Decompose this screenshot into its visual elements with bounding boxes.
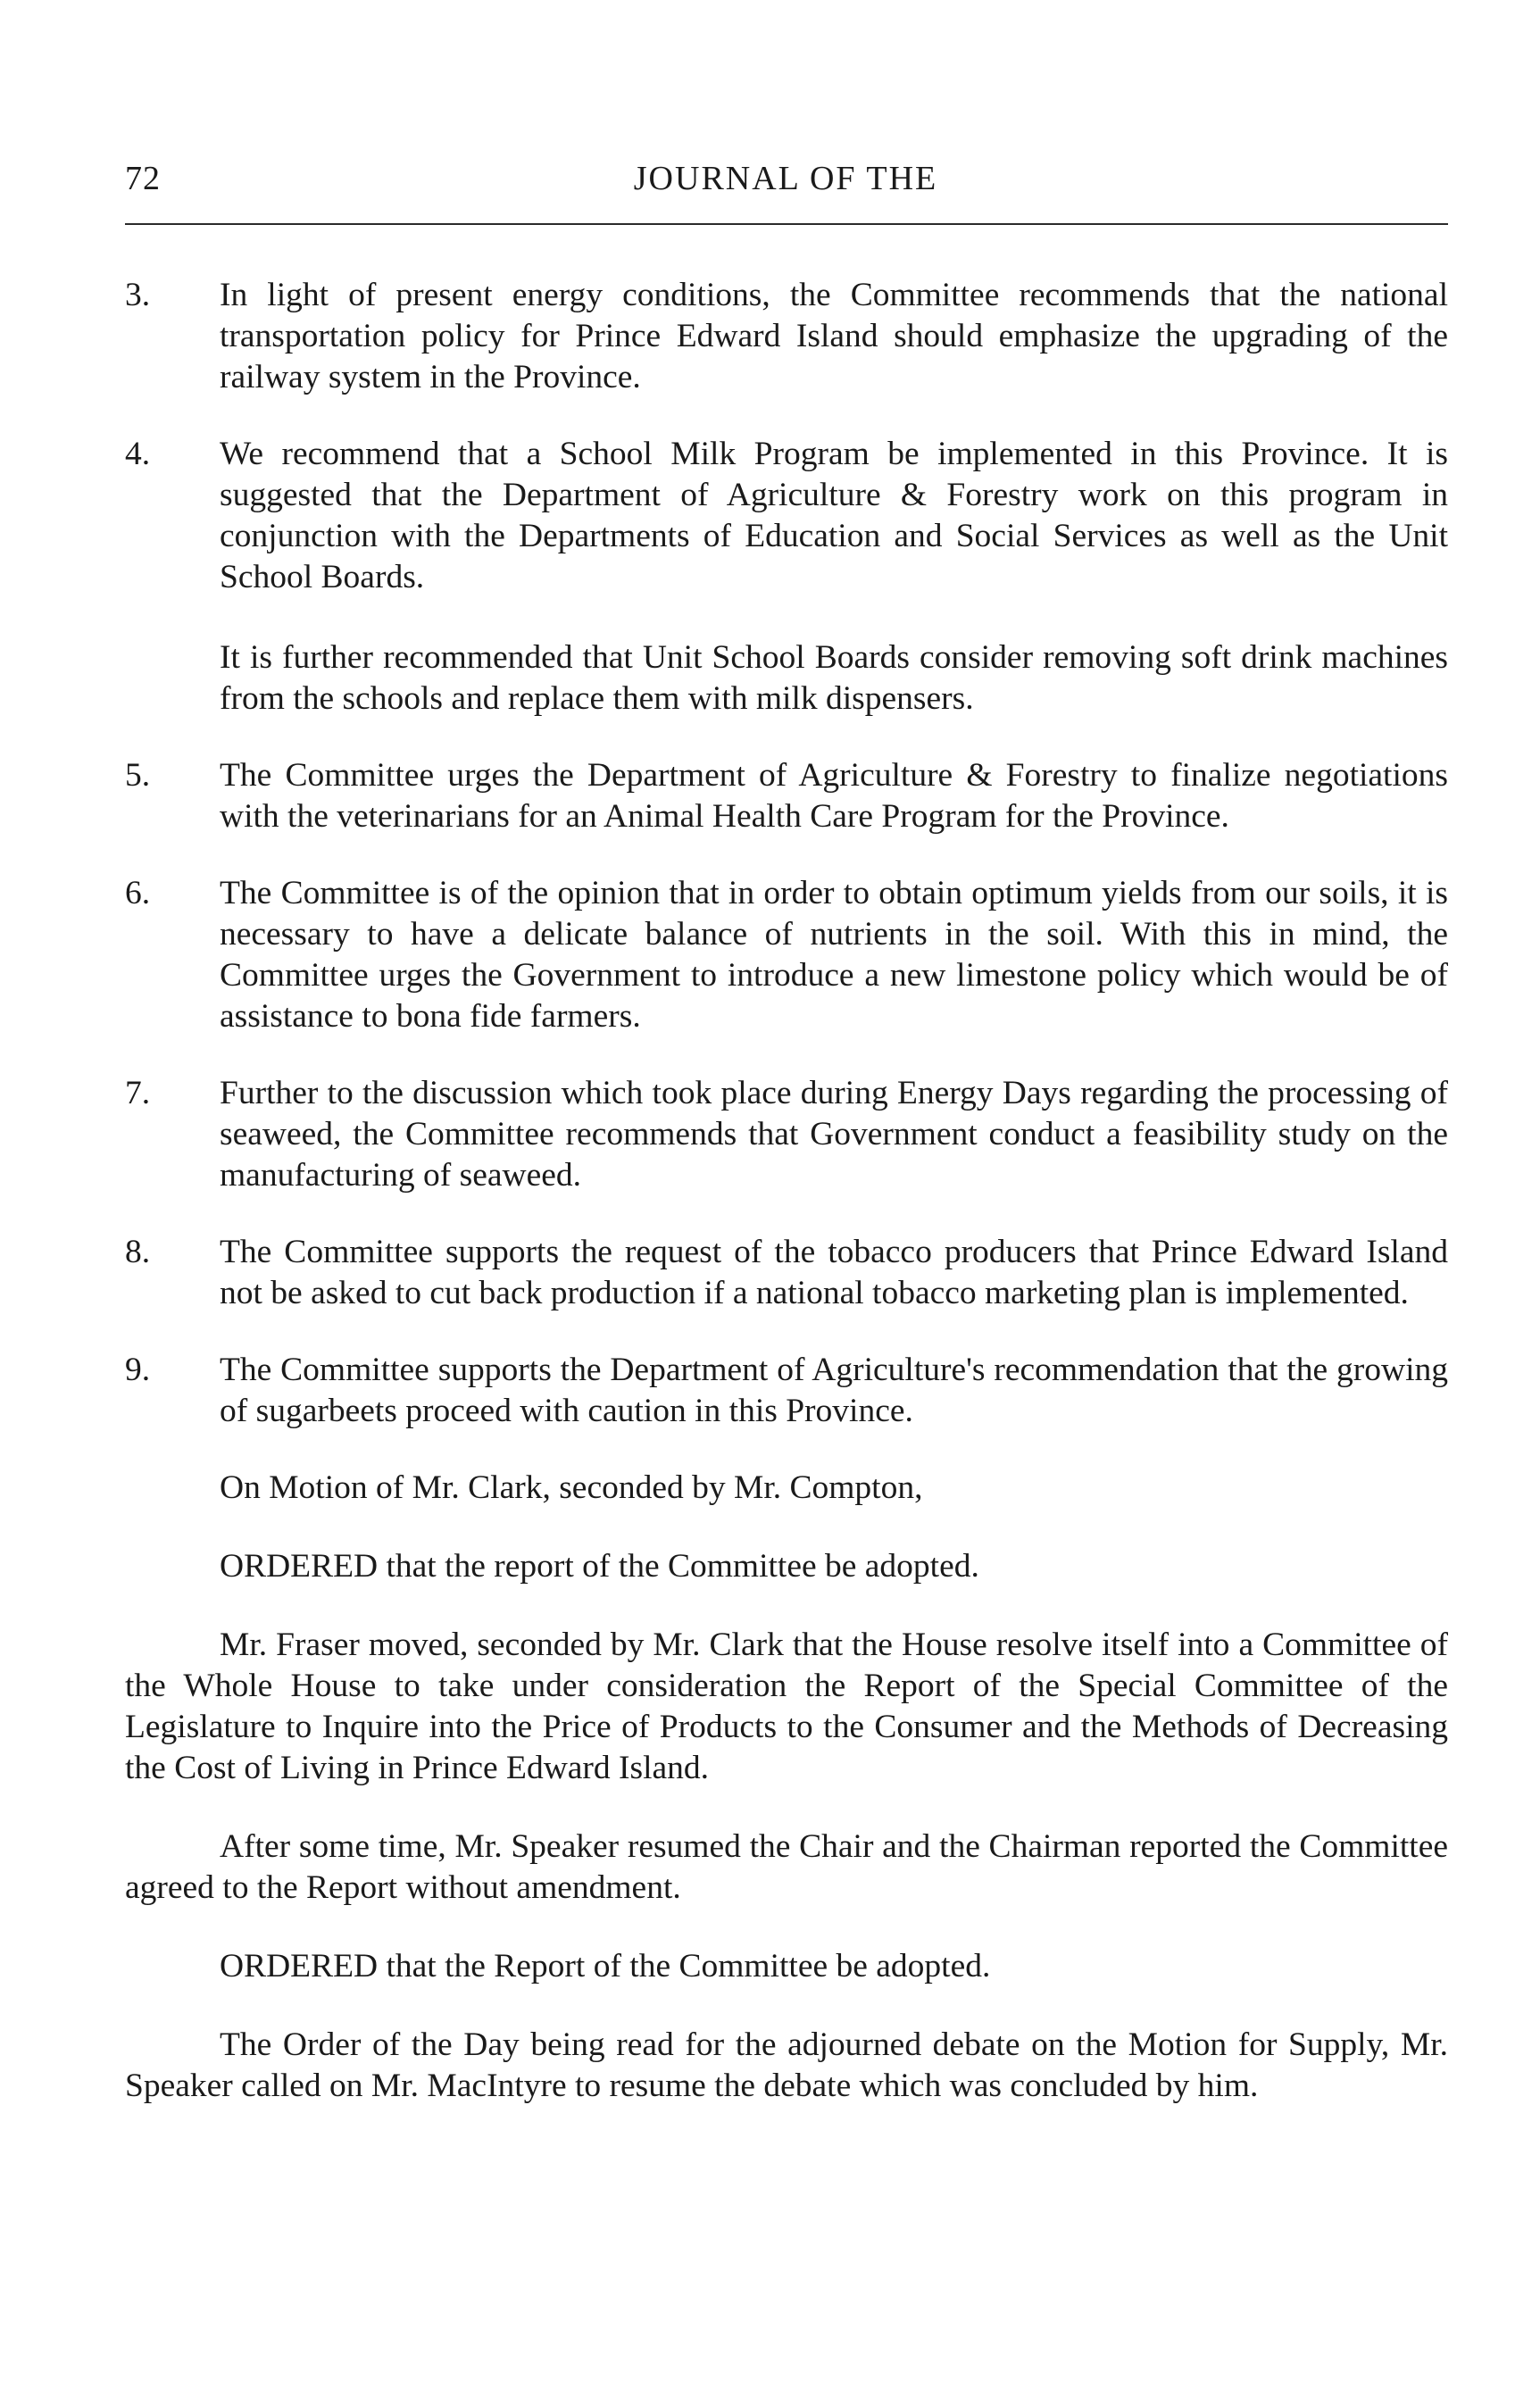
ordered-committee-report: ORDERED that the report of the Committee be adopted. <box>220 1548 979 1585</box>
item-text: The Committee supports the request of the tobacco producers that Prince Edward Island not be asked to cut back production if a national tobacco marketing plan is implemented. <box>220 1234 1448 1311</box>
journal-title: JOURNAL OF THE <box>633 160 938 197</box>
recommendation-item-4 <box>125 434 1448 720</box>
header-rule <box>125 223 1448 225</box>
item-number: 5. <box>125 757 151 794</box>
recommendation-item-5 <box>125 755 1448 837</box>
running-head <box>125 159 1446 204</box>
ordered-report-adopted: ORDERED that the Report of the Committee be adopted. <box>220 1948 991 1984</box>
recommendation-item-7 <box>125 1073 1448 1196</box>
item-number: 6. <box>125 875 151 911</box>
item-number: 9. <box>125 1352 151 1388</box>
item-text: The Committee urges the Department of Agriculture & Forestry to finalize negotiations with the veterinarians for an Animal Health Care Program for the Province. <box>220 757 1448 835</box>
page-number: 72 <box>125 160 161 197</box>
item-text: Further to the discussion which took place during Energy Days regarding the processing of seaweed, the Committee recommends that Government conduct a feasibility study on the manufacturing of seaweed. <box>220 1075 1448 1194</box>
item-number: 8. <box>125 1234 151 1270</box>
item-text: The Committee is of the opinion that in order to obtain optimum yields from our soils, it is necessary to have a delicate balance of nutrients in the soil. With this in mind, the Committee urges the Government to introduce a new limestone policy which would be of assistance to bona fide farmers. <box>220 875 1448 1035</box>
recommendation-item-6 <box>125 873 1448 1037</box>
fraser-motion-paragraph: Mr. Fraser moved, seconded by Mr. Clark that the House resolve itself into a Committee of the Whole House to take under consideration the Report of the Special Committee of the Legislature to Inquire into the Price of Products to the Consumer and the Methods of Decreasing the Cost of Living in Prince Edward Island. <box>125 1627 1448 1786</box>
item-text: In light of present energy conditions, the Committee recommends that the national transportation policy for Prince Edward Island should emphasize the upgrading of the railway system in the Province. <box>220 277 1448 395</box>
item-text: We recommend that a School Milk Program be implemented in this Province. It is suggested that the Department of Agriculture & Forestry work on this program in conjunction with the Departments of Education and Social Services as well as the Unit School Boards. <box>220 436 1448 595</box>
recommendation-item-9 <box>125 1350 1448 1432</box>
order-of-day-paragraph: The Order of the Day being read for the adjourned debate on the Motion for Supply, Mr. Speaker called on Mr. MacIntyre to resume the debate which was concluded by him. <box>125 2026 1448 2104</box>
speaker-resumed-paragraph: After some time, Mr. Speaker resumed the Chair and the Chairman reported the Committee agreed to the Report without amendment. <box>125 1828 1448 1906</box>
item-continuation-text: It is further recommended that Unit School Boards consider removing soft drink machines from the schools and replace them with milk dispensers. <box>220 639 1448 717</box>
recommendation-item-3 <box>125 275 1448 398</box>
item-number: 3. <box>125 277 151 313</box>
motion-line: On Motion of Mr. Clark, seconded by Mr. Compton, <box>220 1469 923 1506</box>
recommendation-item-8 <box>125 1232 1448 1314</box>
item-text: The Committee supports the Department of Agriculture's recommendation that the growing of sugarbeets proceed with caution in this Province. <box>220 1352 1448 1429</box>
page-body <box>125 275 1448 2144</box>
item-number: 4. <box>125 436 151 472</box>
item-number: 7. <box>125 1075 151 1111</box>
